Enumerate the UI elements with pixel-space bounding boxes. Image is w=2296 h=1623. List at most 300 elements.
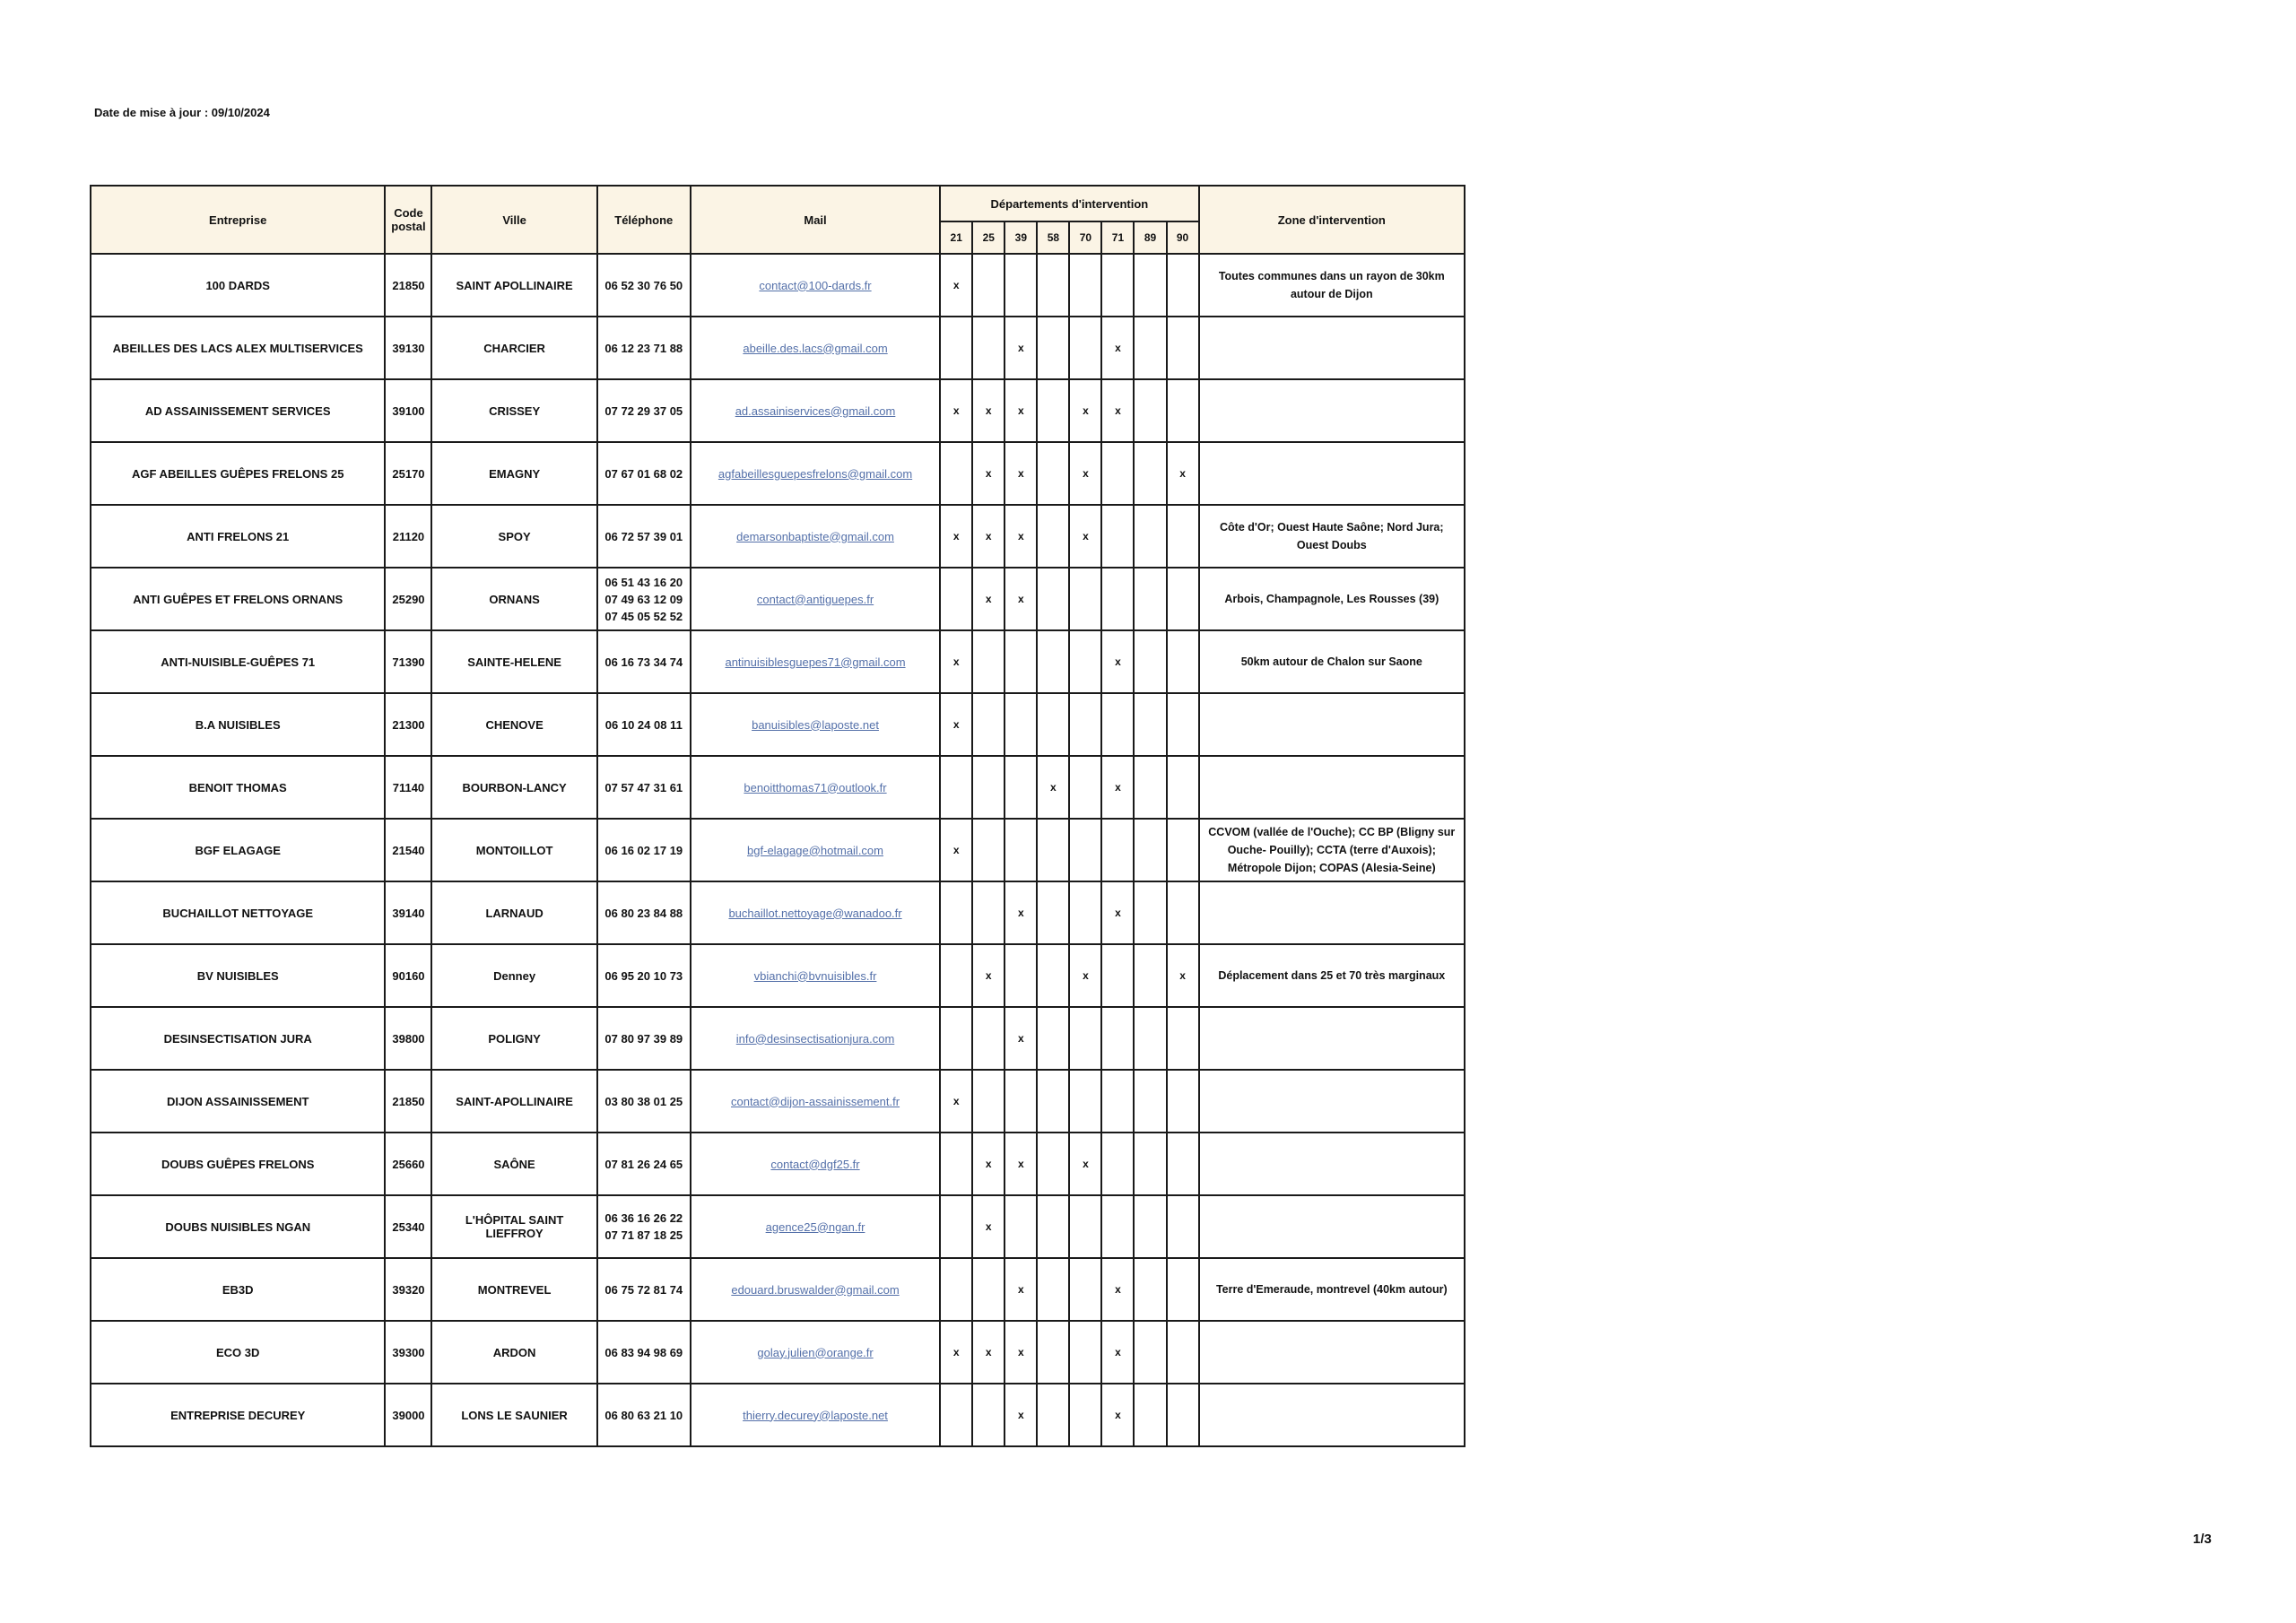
department-mark-39: x [1004,1133,1037,1195]
header-department-90: 90 [1167,221,1199,254]
postal-code-cell: 71390 [385,630,431,693]
phone-cell [597,881,691,944]
phone-cell [597,442,691,505]
zone-cell: CCVOM (vallée de l'Ouche); CC BP (Bligny sur Ouche- Pouilly); CCTA (terre d'Auxois); Métropole Dijon; COPAS (Alesia-Seine) [1199,819,1465,881]
department-mark-58 [1037,630,1069,693]
mail-link[interactable]: contact@dgf25.fr [770,1157,860,1171]
department-mark-25: x [972,568,1004,630]
department-mark-90: x [1167,944,1199,1007]
header-zone: Zone d'intervention [1199,186,1465,254]
department-mark-90 [1167,1007,1199,1070]
mail-cell [691,1321,940,1384]
department-mark-39: x [1004,1384,1037,1446]
table-row [91,630,1465,693]
department-mark-25 [972,1070,1004,1133]
header-city: Ville [431,186,596,254]
mail-cell [691,693,940,756]
department-mark-71: x [1101,1258,1134,1321]
company-cell: ANTI FRELONS 21 [91,505,385,568]
department-mark-71 [1101,819,1134,881]
department-mark-89 [1134,630,1166,693]
department-mark-21 [940,881,972,944]
mail-link[interactable]: contact@100-dards.fr [759,278,872,292]
city-cell: MONTOILLOT [431,819,596,881]
mail-cell [691,819,940,881]
department-mark-89 [1134,1007,1166,1070]
department-mark-90 [1167,505,1199,568]
zone-cell: Côte d'Or; Ouest Haute Saône; Nord Jura; Ouest Doubs [1199,505,1465,568]
mail-link[interactable]: banuisibles@laposte.net [752,717,879,732]
department-mark-90 [1167,1384,1199,1446]
table-row [91,944,1465,1007]
department-mark-70 [1069,1384,1101,1446]
postal-code-cell: 21850 [385,254,431,317]
mail-cell [691,1258,940,1321]
city-cell: SPOY [431,505,596,568]
phone-cell [597,944,691,1007]
department-mark-71 [1101,1133,1134,1195]
department-mark-71 [1101,1070,1134,1133]
phone-cell [597,1195,691,1258]
table-row [91,568,1465,630]
table-row [91,317,1465,379]
department-mark-89 [1134,819,1166,881]
phone-number: 06 51 43 16 20 [604,575,683,589]
header-department-58: 58 [1037,221,1069,254]
department-mark-71: x [1101,317,1134,379]
department-mark-70 [1069,568,1101,630]
mail-link[interactable]: buchaillot.nettoyage@wanadoo.fr [728,906,902,920]
mail-cell [691,317,940,379]
city-cell: ORNANS [431,568,596,630]
department-mark-21: x [940,1070,972,1133]
zone-cell: Terre d'Emeraude, montrevel (40km autour) [1199,1258,1465,1321]
department-mark-58 [1037,881,1069,944]
mail-cell [691,630,940,693]
department-mark-71: x [1101,756,1134,819]
department-mark-70 [1069,254,1101,317]
postal-code-cell: 21120 [385,505,431,568]
department-mark-21: x [940,630,972,693]
department-mark-39 [1004,944,1037,1007]
table-row [91,1070,1465,1133]
department-mark-90 [1167,693,1199,756]
phone-number: 06 52 30 76 50 [604,278,683,292]
header-department-70: 70 [1069,221,1101,254]
mail-link[interactable]: agfabeillesguepesfrelons@gmail.com [718,466,913,481]
phone-cell [597,505,691,568]
header-department-71: 71 [1101,221,1134,254]
postal-code-cell: 90160 [385,944,431,1007]
mail-cell [691,505,940,568]
city-cell: LONS LE SAUNIER [431,1384,596,1446]
department-mark-89 [1134,568,1166,630]
phone-number: 06 72 57 39 01 [604,529,683,543]
table-row [91,881,1465,944]
department-mark-39: x [1004,442,1037,505]
department-mark-71 [1101,442,1134,505]
phone-number: 07 57 47 31 61 [604,780,683,794]
department-mark-89 [1134,693,1166,756]
department-mark-39 [1004,1195,1037,1258]
department-mark-39 [1004,693,1037,756]
department-mark-90: x [1167,442,1199,505]
company-cell: BUCHAILLOT NETTOYAGE [91,881,385,944]
mail-cell [691,254,940,317]
phone-number: 07 67 01 68 02 [604,466,683,481]
department-mark-21: x [940,505,972,568]
city-cell: Denney [431,944,596,1007]
city-cell: CHARCIER [431,317,596,379]
department-mark-58 [1037,1007,1069,1070]
zone-cell [1199,442,1465,505]
mail-link[interactable]: bgf-elagage@hotmail.com [747,843,883,857]
department-mark-71: x [1101,1321,1134,1384]
department-mark-89 [1134,317,1166,379]
department-mark-90 [1167,1258,1199,1321]
update-date: Date de mise à jour : 09/10/2024 [94,106,270,119]
phone-number: 07 72 29 37 05 [604,404,683,418]
table-row [91,442,1465,505]
department-mark-25: x [972,442,1004,505]
company-cell: DIJON ASSAINISSEMENT [91,1070,385,1133]
mail-cell [691,944,940,1007]
department-mark-21 [940,1258,972,1321]
mail-cell [691,1133,940,1195]
phone-cell [597,1384,691,1446]
department-mark-58 [1037,1070,1069,1133]
mail-link[interactable]: contact@dijon-assainissement.fr [730,1094,900,1108]
department-mark-21 [940,317,972,379]
department-mark-90 [1167,1321,1199,1384]
zone-cell [1199,1321,1465,1384]
department-mark-39: x [1004,317,1037,379]
company-cell: ECO 3D [91,1321,385,1384]
department-mark-21 [940,1195,972,1258]
department-mark-25: x [972,1133,1004,1195]
department-mark-71: x [1101,379,1134,442]
department-mark-25: x [972,379,1004,442]
zone-cell: 50km autour de Chalon sur Saone [1199,630,1465,693]
phone-cell [597,568,691,630]
department-mark-25: x [972,1195,1004,1258]
department-mark-25 [972,819,1004,881]
header-department-21: 21 [940,221,972,254]
department-mark-90 [1167,819,1199,881]
department-mark-89 [1134,1384,1166,1446]
phone-number: 06 12 23 71 88 [604,341,683,355]
department-mark-58 [1037,442,1069,505]
postal-code-cell: 39800 [385,1007,431,1070]
department-mark-25 [972,630,1004,693]
header-department-25: 25 [972,221,1004,254]
mail-link[interactable]: demarsonbaptiste@gmail.com [736,529,894,543]
mail-link[interactable]: edouard.bruswalder@gmail.com [731,1282,900,1297]
department-mark-58 [1037,1195,1069,1258]
phone-number: 06 10 24 08 11 [604,717,683,732]
postal-code-cell: 39100 [385,379,431,442]
department-mark-89 [1134,379,1166,442]
company-cell: DESINSECTISATION JURA [91,1007,385,1070]
phone-cell [597,379,691,442]
department-mark-71 [1101,1195,1134,1258]
header-department-89: 89 [1134,221,1166,254]
table-row [91,819,1465,881]
department-mark-25: x [972,944,1004,1007]
department-mark-39: x [1004,1258,1037,1321]
postal-code-cell: 25290 [385,568,431,630]
department-mark-89 [1134,756,1166,819]
department-mark-90 [1167,317,1199,379]
department-mark-21: x [940,379,972,442]
department-mark-21: x [940,819,972,881]
providers-table [90,185,1465,1447]
phone-cell [597,1258,691,1321]
department-mark-70 [1069,317,1101,379]
department-mark-58 [1037,944,1069,1007]
department-mark-70: x [1069,505,1101,568]
company-cell: ANTI-NUISIBLE-GUÊPES 71 [91,630,385,693]
phone-cell [597,1133,691,1195]
department-mark-70: x [1069,1133,1101,1195]
company-cell: BENOIT THOMAS [91,756,385,819]
department-mark-21 [940,1007,972,1070]
phone-number: 07 45 05 52 52 [604,609,683,623]
department-mark-89 [1134,442,1166,505]
phone-number: 07 71 87 18 25 [604,1228,683,1242]
postal-code-cell: 39000 [385,1384,431,1446]
city-cell: CHENOVE [431,693,596,756]
mail-link[interactable]: antinuisiblesguepes71@gmail.com [725,655,906,669]
table-row [91,1007,1465,1070]
department-mark-58 [1037,693,1069,756]
zone-cell [1199,1007,1465,1070]
department-mark-39: x [1004,881,1037,944]
phone-number: 06 80 23 84 88 [604,906,683,920]
department-mark-25 [972,693,1004,756]
zone-cell [1199,756,1465,819]
company-cell: EB3D [91,1258,385,1321]
header-phone: Téléphone [597,186,691,254]
zone-cell [1199,379,1465,442]
department-mark-71: x [1101,1384,1134,1446]
department-mark-21 [940,442,972,505]
department-mark-89 [1134,1133,1166,1195]
department-mark-89 [1134,1070,1166,1133]
phone-number: 07 49 63 12 09 [604,592,683,606]
department-mark-39: x [1004,1007,1037,1070]
zone-cell [1199,317,1465,379]
department-mark-71 [1101,568,1134,630]
mail-cell [691,442,940,505]
zone-cell [1199,693,1465,756]
department-mark-25 [972,254,1004,317]
mail-cell [691,1070,940,1133]
department-mark-89 [1134,881,1166,944]
department-mark-70: x [1069,379,1101,442]
department-mark-58 [1037,1384,1069,1446]
department-mark-21 [940,1133,972,1195]
department-mark-70 [1069,1007,1101,1070]
department-mark-25 [972,317,1004,379]
table-row [91,254,1465,317]
mail-link[interactable]: info@desinsectisationjura.com [735,1031,895,1046]
department-mark-25 [972,1258,1004,1321]
mail-cell [691,756,940,819]
department-mark-70 [1069,819,1101,881]
mail-link[interactable]: vbianchi@bvnuisibles.fr [753,968,877,983]
table-row [91,1384,1465,1446]
department-mark-90 [1167,881,1199,944]
zone-cell: Déplacement dans 25 et 70 très marginaux [1199,944,1465,1007]
table-row [91,1321,1465,1384]
city-cell: POLIGNY [431,1007,596,1070]
department-mark-21 [940,944,972,1007]
postal-code-cell: 71140 [385,756,431,819]
mail-link[interactable]: benoitthomas71@outlook.fr [744,780,887,794]
city-cell: SAINT-APOLLINAIRE [431,1070,596,1133]
mail-cell [691,1007,940,1070]
department-mark-58 [1037,254,1069,317]
department-mark-58 [1037,568,1069,630]
department-mark-71 [1101,254,1134,317]
zone-cell [1199,1133,1465,1195]
header-mail: Mail [691,186,940,254]
department-mark-58 [1037,1258,1069,1321]
department-mark-70 [1069,1321,1101,1384]
mail-cell [691,881,940,944]
company-cell: ANTI GUÊPES ET FRELONS ORNANS [91,568,385,630]
department-mark-90 [1167,379,1199,442]
phone-cell [597,1070,691,1133]
department-mark-90 [1167,568,1199,630]
postal-code-cell: 21850 [385,1070,431,1133]
department-mark-25 [972,756,1004,819]
mail-cell [691,379,940,442]
phone-number: 06 16 73 34 74 [604,655,683,669]
phone-cell [597,630,691,693]
phone-number: 06 36 16 26 22 [604,1211,683,1225]
mail-link[interactable]: agence25@ngan.fr [765,1219,865,1234]
department-mark-21 [940,1384,972,1446]
phone-number: 06 75 72 81 74 [604,1282,683,1297]
department-mark-70 [1069,630,1101,693]
mail-link[interactable]: abeille.des.lacs@gmail.com [743,341,888,355]
department-mark-21 [940,756,972,819]
department-mark-21: x [940,693,972,756]
phone-cell [597,254,691,317]
mail-cell [691,1195,940,1258]
department-mark-89 [1134,1258,1166,1321]
header-postal-code: Code postal [385,186,431,254]
mail-link[interactable]: golay.julien@orange.fr [757,1345,874,1359]
department-mark-58 [1037,379,1069,442]
department-mark-89 [1134,1195,1166,1258]
department-mark-39 [1004,254,1037,317]
mail-link[interactable]: contact@antiguepes.fr [756,592,874,606]
postal-code-cell: 25340 [385,1195,431,1258]
phone-number: 07 80 97 39 89 [604,1031,683,1046]
department-mark-39: x [1004,568,1037,630]
postal-code-cell: 39140 [385,881,431,944]
city-cell: EMAGNY [431,442,596,505]
department-mark-89 [1134,505,1166,568]
department-mark-90 [1167,630,1199,693]
company-cell: BGF ELAGAGE [91,819,385,881]
department-mark-21: x [940,254,972,317]
table-body [91,254,1465,1446]
phone-number: 06 95 20 10 73 [604,968,683,983]
header-company: Entreprise [91,186,385,254]
department-mark-25: x [972,1321,1004,1384]
department-mark-39: x [1004,1321,1037,1384]
department-mark-70 [1069,1195,1101,1258]
department-mark-58 [1037,819,1069,881]
phone-cell [597,693,691,756]
postal-code-cell: 39320 [385,1258,431,1321]
header-departments: Départements d'intervention [940,186,1198,221]
department-mark-90 [1167,1133,1199,1195]
mail-link[interactable]: thierry.decurey@laposte.net [743,1408,888,1422]
department-mark-39 [1004,1070,1037,1133]
postal-code-cell: 21540 [385,819,431,881]
department-mark-39: x [1004,505,1037,568]
department-mark-39: x [1004,379,1037,442]
table-row [91,379,1465,442]
department-mark-58 [1037,1133,1069,1195]
department-mark-58 [1037,1321,1069,1384]
postal-code-cell: 25660 [385,1133,431,1195]
phone-number: 03 80 38 01 25 [604,1094,683,1108]
department-mark-70 [1069,1070,1101,1133]
table-row [91,1258,1465,1321]
department-mark-71 [1101,693,1134,756]
company-cell: AGF ABEILLES GUÊPES FRELONS 25 [91,442,385,505]
department-mark-70 [1069,693,1101,756]
company-cell: BV NUISIBLES [91,944,385,1007]
city-cell: MONTREVEL [431,1258,596,1321]
table-row [91,1195,1465,1258]
phone-number: 06 80 63 21 10 [604,1408,683,1422]
department-mark-70 [1069,881,1101,944]
company-cell: 100 DARDS [91,254,385,317]
mail-cell [691,1384,940,1446]
department-mark-71 [1101,505,1134,568]
department-mark-89 [1134,944,1166,1007]
department-mark-58: x [1037,756,1069,819]
mail-link[interactable]: ad.assainiservices@gmail.com [735,404,896,418]
department-mark-90 [1167,1195,1199,1258]
postal-code-cell: 21300 [385,693,431,756]
phone-cell [597,1007,691,1070]
company-cell: ENTREPRISE DECUREY [91,1384,385,1446]
department-mark-70: x [1069,442,1101,505]
table-row [91,505,1465,568]
city-cell: SAINTE-HELENE [431,630,596,693]
phone-number: 06 83 94 98 69 [604,1345,683,1359]
company-cell: ABEILLES DES LACS ALEX MULTISERVICES [91,317,385,379]
postal-code-cell: 25170 [385,442,431,505]
postal-code-cell: 39300 [385,1321,431,1384]
department-mark-58 [1037,317,1069,379]
department-mark-70: x [1069,944,1101,1007]
mail-cell [691,568,940,630]
table-row [91,693,1465,756]
department-mark-89 [1134,1321,1166,1384]
city-cell: CRISSEY [431,379,596,442]
company-cell: B.A NUISIBLES [91,693,385,756]
company-cell: AD ASSAINISSEMENT SERVICES [91,379,385,442]
